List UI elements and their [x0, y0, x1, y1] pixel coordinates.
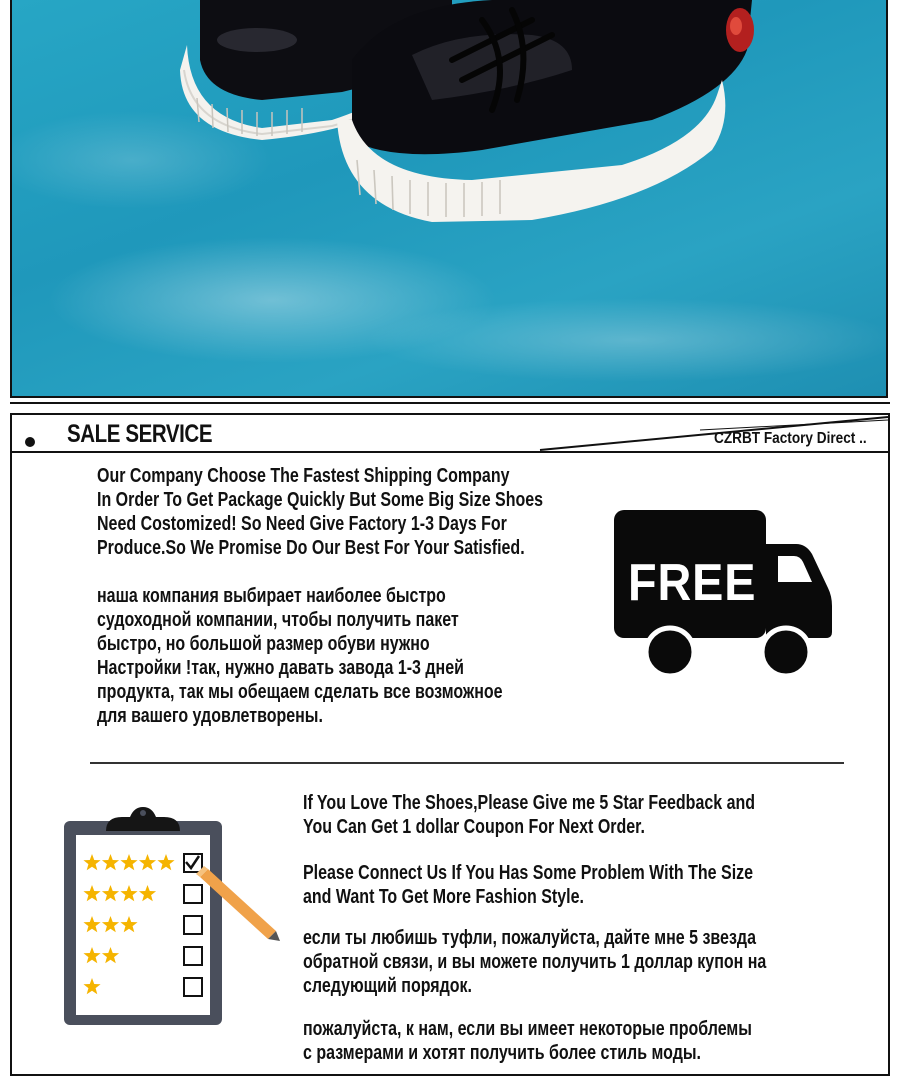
size-contact-text-ru: [303, 1017, 752, 1065]
shipping-ru-line: для вашего удовлетворены.: [97, 705, 323, 727]
section-title: SALE SERVICE: [67, 420, 213, 448]
rating-checkbox: [184, 978, 202, 996]
shipping-ru-line: судоходной компании, чтобы получить пакет: [97, 609, 459, 631]
size-contact-en-line: Please Connect Us If You Has Some Problem With The Size: [303, 862, 754, 884]
feedback-ru-line: следующий порядок.: [303, 975, 472, 997]
shipping-text-ru: [97, 584, 503, 728]
size-contact-en-line: and Want To Get More Fashion Style.: [303, 886, 584, 908]
shipping-en-line: Produce.So We Promise Do Our Best For Your Satisfied.: [97, 537, 525, 559]
feedback-clipboard-icon: [62, 805, 282, 1027]
rating-checkbox: [184, 916, 202, 934]
shipping-ru-line: Настройки !так, нужно давать завода 1-3 дней: [97, 657, 464, 679]
feedback-text-en: [303, 791, 755, 839]
section-divider: [90, 762, 844, 764]
size-contact-ru-line: с размерами и хотят получить более стиль моды.: [303, 1042, 701, 1064]
free-shipping-label: FREE: [628, 554, 757, 612]
shipping-text-en: [97, 464, 543, 560]
size-contact-ru-line: пожалуйста, к нам, если вы имеет некоторые проблемы: [303, 1018, 752, 1040]
header-slash-decoration: [0, 0, 900, 460]
shipping-en-line: In Order To Get Package Quickly But Some Big Size Shoes: [97, 489, 544, 511]
feedback-en-line: If You Love The Shoes,Please Give me 5 Star Feedback and: [303, 792, 756, 814]
shipping-en-line: Need Costomized! So Need Give Factory 1-3 Days For: [97, 513, 507, 535]
shipping-ru-line: быстро, но большой размер обуви нужно: [97, 633, 430, 655]
rating-checkbox: [184, 947, 202, 965]
rating-checkbox: [184, 885, 202, 903]
shipping-en-line: Our Company Choose The Fastest Shipping Company: [97, 465, 510, 487]
feedback-text-ru: [303, 926, 766, 998]
feedback-en-line: You Can Get 1 dollar Coupon For Next Order.: [303, 816, 645, 838]
feedback-ru-line: если ты любишь туфли, пожалуйста, дайте мне 5 звезда: [303, 927, 756, 949]
size-contact-text-en: [303, 861, 753, 909]
shipping-ru-line: наша компания выбирает наиболее быстро: [97, 585, 446, 607]
feedback-ru-line: обратной связи, и вы можете получить 1 доллар купон на: [303, 951, 767, 973]
shipping-ru-line: продукта, так мы обещаем сделать все возможное: [97, 681, 503, 703]
factory-tagline: CZRBT Factory Direct ..: [714, 430, 867, 447]
